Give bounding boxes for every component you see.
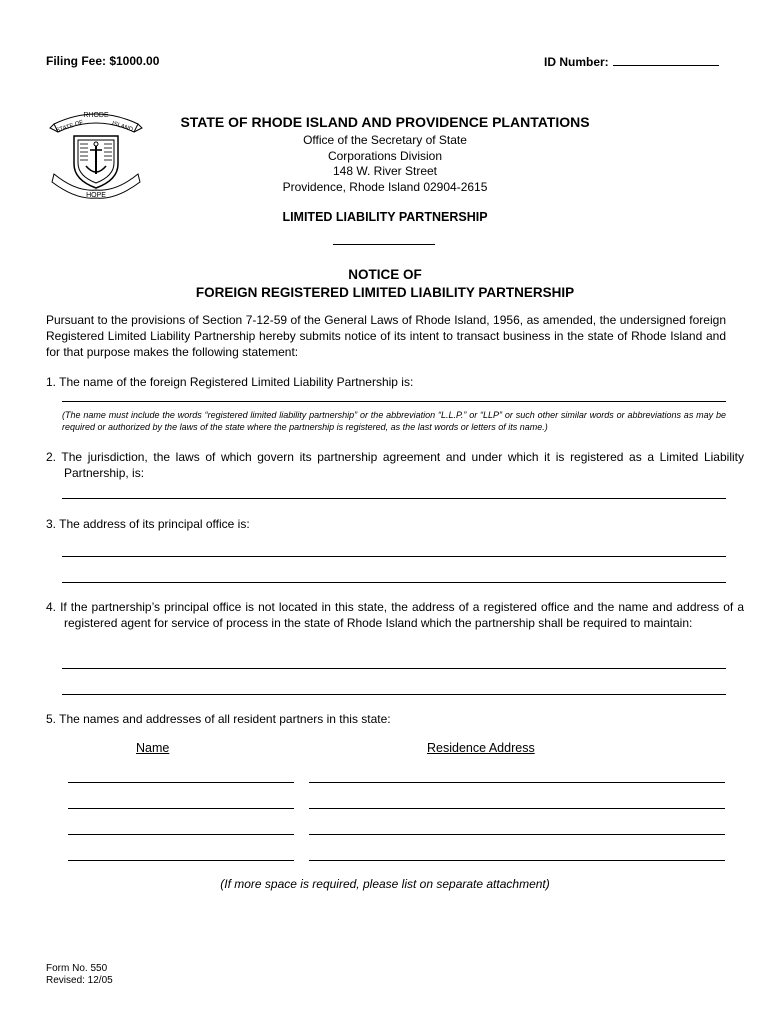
item-3-label: 3. The address of its principal office is: (46, 517, 250, 531)
column-header-address: Residence Address (427, 741, 535, 755)
id-number (544, 54, 719, 69)
partner-name-field-1[interactable] (68, 782, 294, 783)
attachment-note: (If more space is required, please list on separate attachment) (220, 877, 550, 891)
agency-city: Providence, Rhode Island 02904-2615 (282, 179, 488, 194)
item-3-field-line1[interactable] (62, 556, 726, 557)
partner-name-field-3[interactable] (68, 834, 294, 835)
form-footer (46, 963, 113, 987)
agency-address (135, 133, 635, 195)
seal-right-text: ISLAND (111, 120, 134, 134)
form-title-line1: NOTICE OF (348, 267, 422, 282)
item-4-field-line1[interactable] (62, 668, 726, 669)
agency-office: Office of the Secretary of State (303, 133, 467, 147)
agency-street: 148 W. River Street (332, 164, 438, 178)
item-5-label: 5. The names and addresses of all resident partners in this state: (46, 712, 391, 726)
state-seal-icon (48, 102, 144, 202)
item-4-field-line2[interactable] (62, 694, 726, 695)
form-type: LIMITED LIABILITY PARTNERSHIP (282, 210, 488, 224)
form-number: Form No. 550 (46, 963, 108, 974)
partner-address-field-1[interactable] (309, 782, 725, 783)
agency-division: Corporations Division (327, 148, 443, 163)
item-1-note: (The name must include the words “registered limited liability partnership” or the abbreviation “L.L.P.” or “LLP” or such other similar words or abbreviations as may be required or authorized by the laws of the state where the partnership is registered, as the last words or letters of its name.) (62, 410, 726, 432)
title-divider (333, 244, 435, 245)
agency-title: STATE OF RHODE ISLAND AND PROVIDENCE PLANTATIONS (180, 114, 590, 130)
id-number-label: ID Number: (544, 55, 609, 69)
seal-top-text: RHODE (83, 112, 109, 119)
filing-fee: Filing Fee: $1000.00 (46, 54, 160, 68)
intro-paragraph: Pursuant to the provisions of Section 7-12-59 of the General Laws of Rhode Island, 1956, as amended, the undersigned foreign Registered Limited Liability Partnership hereby submits notice of its intent to transact business in the state of Rhode Island and for that purpose makes the following statement: (46, 313, 726, 359)
seal-left-text: STATE OF (55, 119, 85, 135)
form-revised: Revised: 12/05 (46, 975, 113, 986)
column-header-name: Name (136, 741, 170, 755)
item-3-field-line2[interactable] (62, 582, 726, 583)
item-4-label: 4. If the partnership’s principal office is not located in this state, the address of a registered office and the name and address of a registered agent for service of process in the state of Rhode Island which the partnership shall be required to maintain: (46, 600, 744, 630)
form-title-line2: FOREIGN REGISTERED LIMITED LIABILITY PARTNERSHIP (195, 285, 575, 300)
item-2-field[interactable] (62, 498, 726, 499)
item-1-field[interactable] (62, 401, 726, 402)
partner-address-field-2[interactable] (309, 808, 725, 809)
seal-motto: HOPE (86, 192, 106, 199)
form-title (135, 266, 635, 302)
item-2-label: 2. The jurisdiction, the laws of which govern its partnership agreement and under which it is registered as a Limited Liability Partnership, is: (46, 450, 744, 480)
id-number-field[interactable] (613, 54, 719, 66)
partner-address-field-3[interactable] (309, 834, 725, 835)
partner-name-field-4[interactable] (68, 860, 294, 861)
item-1-label: 1. The name of the foreign Registered Limited Liability Partnership is: (46, 375, 414, 389)
partner-address-field-4[interactable] (309, 860, 725, 861)
partner-name-field-2[interactable] (68, 808, 294, 809)
